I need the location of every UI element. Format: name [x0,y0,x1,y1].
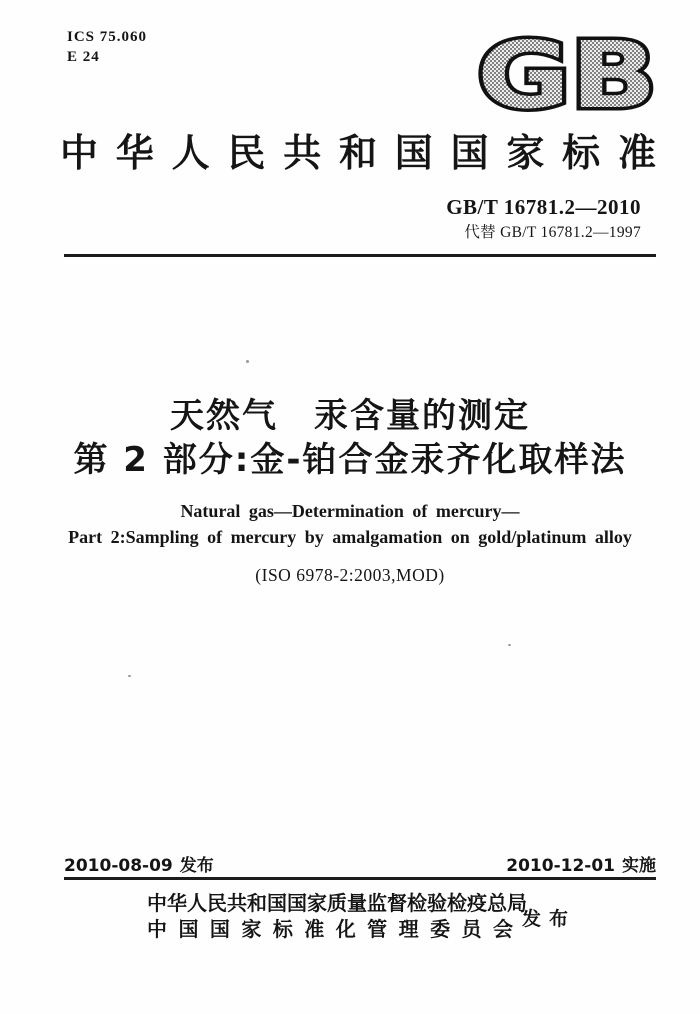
issue-date-label: 发布 [179,856,214,876]
replaces-note: 代替 GB/T 16781.2—1997 [464,224,641,241]
national-standard-heading: 中 华 人 民 共 和 国 国 家 标 准 [60,133,656,175]
footer-rule [64,877,656,880]
iso-reference: (ISO 6978-2:2003,MOD) [255,565,445,585]
doc-class-code: E 24 [67,49,100,65]
scan-speck [246,360,249,363]
gb-logo-text: GB [477,34,657,114]
issuer-line2: 中 国 国 家 标 准 化 管 理 委 员 会 [147,919,513,941]
title-en-line2: Part 2:Sampling of mercury by amalgamation on gold/platinum alloy [68,527,632,547]
issuing-bodies [147,891,527,943]
ics-block [67,27,147,67]
standard-number: GB/T 16781.2—2010 [446,195,641,219]
issue-date: 2010-08-09 [64,856,173,876]
issue-date-block [64,851,214,876]
title-en-line1: Natural gas—Determination of mercury— [180,501,520,521]
implementation-date: 2010-12-01 [506,856,615,876]
issuer-line1: 中华人民共和国国家质量监督检验检疫总局 [147,893,527,915]
dates-row [64,851,656,876]
title-cn-line1: 天然气 汞含量的测定 [170,396,530,436]
header-rule [64,254,656,257]
title-cn-line2: 第 2 部分:金-铂合金汞齐化取样法 [73,440,627,480]
gb-logo-icon [472,34,662,114]
ics-code: ICS 75.060 [67,29,148,45]
scan-speck [128,675,131,677]
implementation-date-label: 实施 [622,856,656,876]
publish-label: 发 布 [522,909,568,930]
scan-speck [508,644,511,646]
implementation-date-block [506,851,656,876]
